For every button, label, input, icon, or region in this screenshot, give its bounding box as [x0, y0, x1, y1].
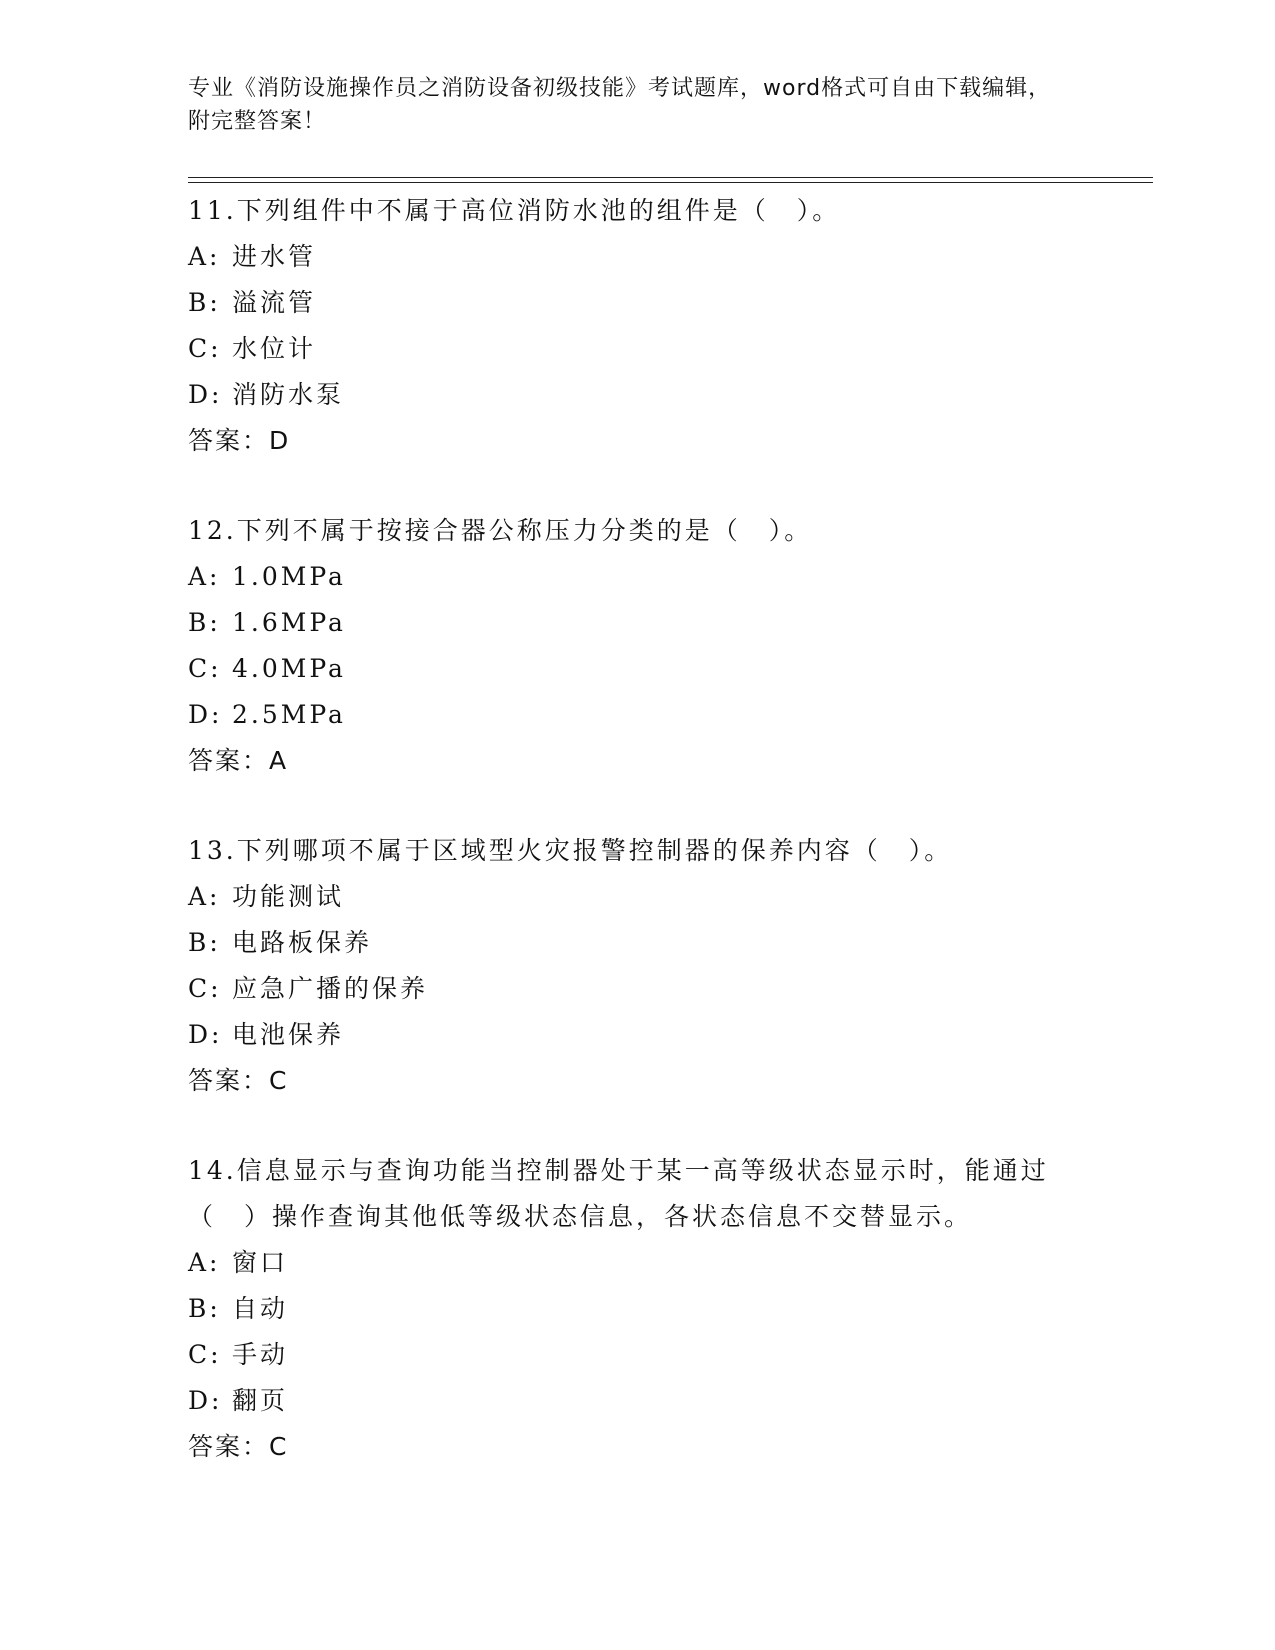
option-c — [188, 966, 1088, 1012]
answer-line: 答案：C — [188, 1432, 289, 1461]
option-letter: B: — [188, 608, 221, 637]
question-11 — [188, 188, 1088, 464]
question-stem: 13.下列哪项不属于区域型火灾报警控制器的保养内容（ ）。 — [188, 836, 953, 865]
answer-line: 答案：C — [188, 1066, 289, 1095]
question-12 — [188, 508, 1088, 784]
option-text: 1.0MPa — [232, 562, 346, 591]
option-letter: B: — [188, 928, 221, 957]
answer-line: 答案：D — [188, 426, 291, 455]
option-letter: A: — [188, 882, 221, 911]
option-text: 应急广播的保养 — [232, 974, 429, 1003]
option-text: 功能测试 — [232, 882, 345, 911]
option-letter: D: — [188, 1386, 223, 1415]
option-b — [188, 920, 1088, 966]
option-c — [188, 326, 1088, 372]
option-letter: D: — [188, 380, 223, 409]
question-14 — [188, 1148, 1088, 1470]
option-a — [188, 554, 1088, 600]
option-b — [188, 1286, 1088, 1332]
option-text: 窗口 — [232, 1248, 289, 1277]
option-d — [188, 692, 1088, 738]
option-letter: A: — [188, 1248, 221, 1277]
option-letter: C: — [188, 334, 222, 363]
header-divider-top — [188, 177, 1153, 178]
option-a — [188, 1240, 1088, 1286]
option-text: 翻页 — [232, 1386, 289, 1415]
option-a — [188, 874, 1088, 920]
option-text: 水位计 — [232, 334, 317, 363]
option-d — [188, 1012, 1088, 1058]
question-stem: 14.信息显示与查询功能当控制器处于某一高等级状态显示时，能通过（ ）操作查询其他低等级状态信息，各状态信息不交替显示。 — [188, 1156, 1049, 1231]
option-letter: D: — [188, 1020, 223, 1049]
option-d — [188, 1378, 1088, 1424]
option-letter: B: — [188, 288, 221, 317]
answer-line: 答案：A — [188, 746, 289, 775]
option-d — [188, 372, 1088, 418]
question-13 — [188, 828, 1088, 1104]
option-letter: A: — [188, 242, 221, 271]
option-letter: D: — [188, 700, 223, 729]
option-letter: A: — [188, 562, 221, 591]
option-text: 自动 — [232, 1294, 289, 1323]
question-stem: 11.下列组件中不属于高位消防水池的组件是（ ）。 — [188, 196, 841, 225]
option-letter: C: — [188, 974, 222, 1003]
option-text: 溢流管 — [232, 288, 317, 317]
option-text: 2.5MPa — [232, 700, 346, 729]
option-text: 消防水泵 — [232, 380, 345, 409]
option-letter: C: — [188, 1340, 222, 1369]
header-divider-bottom — [188, 182, 1153, 183]
option-c — [188, 1332, 1088, 1378]
option-text: 进水管 — [232, 242, 317, 271]
document-header: 专业《消防设施操作员之消防设备初级技能》考试题库，word格式可自由下载编辑，附完整答案！ — [188, 76, 1052, 134]
option-letter: B: — [188, 1294, 221, 1323]
option-b — [188, 280, 1088, 326]
question-stem: 12.下列不属于按接合器公称压力分类的是（ ）。 — [188, 516, 813, 545]
option-text: 4.0MPa — [232, 654, 346, 683]
option-text: 1.6MPa — [232, 608, 346, 637]
option-letter: C: — [188, 654, 222, 683]
option-text: 手动 — [232, 1340, 289, 1369]
option-a — [188, 234, 1088, 280]
option-b — [188, 600, 1088, 646]
option-text: 电路板保养 — [232, 928, 373, 957]
question-list — [188, 188, 1088, 1514]
option-c — [188, 646, 1088, 692]
option-text: 电池保养 — [232, 1020, 345, 1049]
